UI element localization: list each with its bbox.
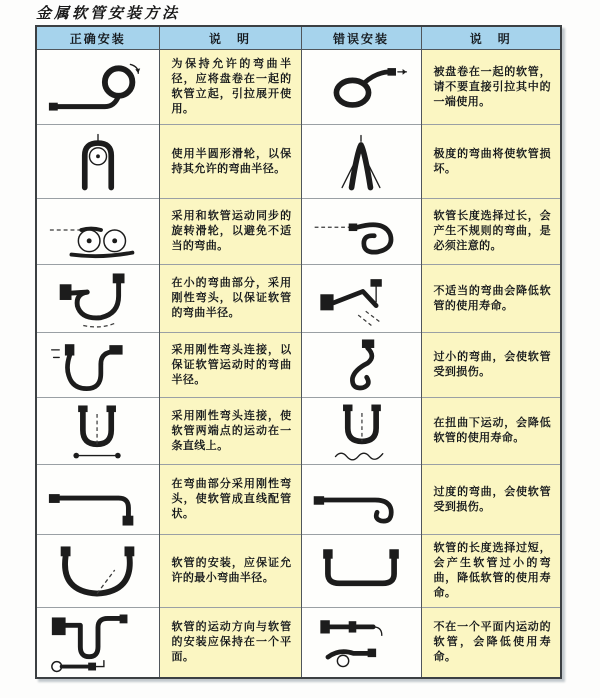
u-hose-ends-on-straight-line-icon (46, 400, 150, 462)
hose-motion-out-of-plane-icon (309, 609, 413, 675)
hose-too-long-irregular-loop-icon (309, 203, 413, 261)
correct-illustration-cell (36, 125, 159, 199)
correct-description: 采用和软管运动同步的旋转滑轮，以避免不适当的弯曲。 (159, 199, 301, 265)
hose-extreme-sharp-bend-icon (309, 129, 413, 195)
wrong-illustration-cell (301, 608, 421, 678)
table-row (36, 50, 561, 125)
table-row (36, 535, 561, 608)
wrong-description: 极度的弯曲将使软管损坏。 (421, 125, 561, 199)
rigid-elbow-at-small-bend-icon (44, 268, 152, 330)
correct-illustration-cell (36, 398, 159, 465)
wrong-illustration-cell (301, 265, 421, 333)
wrong-illustration-cell (301, 535, 421, 608)
wrong-description: 在扭曲下运动，会降低软管的使用寿命。 (421, 398, 561, 465)
wrong-illustration-cell (301, 125, 421, 199)
correct-illustration-cell (36, 199, 159, 265)
wide-u-minimum-bend-radius-icon (44, 540, 152, 602)
wrong-description: 过度的弯曲，会使软管受到损伤。 (421, 465, 561, 535)
correct-description: 在小的弯曲部分，采用刚性弯头，以保证软管的弯曲半径。 (159, 265, 301, 333)
hose-over-semicircular-pulley-icon (46, 129, 150, 195)
correct-description: 采用刚性弯头连接，使软管两端点的运动在一条直线上。 (159, 398, 301, 465)
table-row (36, 465, 561, 535)
table-row (36, 265, 561, 333)
table-row (36, 199, 561, 265)
correct-illustration-cell (36, 608, 159, 678)
wrong-description: 不适当的弯曲会降低软管的使用寿命。 (421, 265, 561, 333)
correct-description: 采用刚性弯头连接，以保证软管运动时的弯曲半径。 (159, 333, 301, 398)
coiled-hose-end-pulled-icon (309, 56, 413, 118)
wrong-illustration-cell (301, 398, 421, 465)
correct-description: 软管的安装，应保证允许的最小弯曲半径。 (159, 535, 301, 608)
header-description-1: 说 明 (159, 26, 301, 50)
table-row (36, 333, 561, 398)
straight-hose-with-rigid-elbow-icon (44, 472, 152, 528)
wrong-description: 软管的长度选择过短，会产生软管过小的弯曲，降低软管的使用寿命。 (421, 535, 561, 608)
correct-description: 软管的运动方向与软管的安装应保持在一个平面。 (159, 608, 301, 678)
wrong-illustration-cell (301, 50, 421, 125)
wrong-illustration-cell (301, 199, 421, 265)
page-title: 金属软管安装方法 (36, 4, 181, 22)
correct-illustration-cell (36, 333, 159, 398)
header-correct-install: 正确安装 (36, 26, 159, 50)
hose-overbent-at-end-icon (309, 472, 413, 528)
hose-with-synchronized-rollers-icon (44, 203, 152, 261)
header-description-2: 说 明 (421, 26, 561, 50)
table-row (36, 125, 561, 199)
u-hose-moving-under-twist-icon (309, 400, 413, 462)
correct-illustration-cell (36, 50, 159, 125)
hose-bend-too-small-hook-icon (309, 335, 413, 395)
installation-method-table (35, 25, 562, 679)
improper-sharp-angle-bend-icon (309, 268, 413, 330)
correct-description: 在弯曲部分采用刚性弯头，使软管成直线配管状。 (159, 465, 301, 535)
coiled-hose-standing-unrolled-icon (44, 55, 152, 119)
correct-description: 使用半圆形滑轮，以保持其允许的弯曲半径。 (159, 125, 301, 199)
table-row (36, 398, 561, 465)
header-row (36, 26, 561, 50)
wrong-description: 不在一个平面内运动的软管，会降低使用寿命。 (421, 608, 561, 678)
wrong-description: 软管长度选择过长，会产生不规则的弯曲，是必须注意的。 (421, 199, 561, 265)
correct-illustration-cell (36, 465, 159, 535)
wrong-description: 被盘卷在一起的软管，请不要直接引拉其中的一端使用。 (421, 50, 561, 125)
wrong-description: 过小的弯曲，会使软管受到损伤。 (421, 333, 561, 398)
hose-motion-in-one-plane-trap-icon (44, 609, 152, 675)
table-row (36, 608, 561, 678)
correct-illustration-cell (36, 265, 159, 333)
rigid-elbow-connected-u-hose-icon (46, 335, 150, 395)
correct-description: 为保持允许的弯曲半径，应将盘卷在一起的软管立起，引拉展开使用。 (159, 50, 301, 125)
wrong-illustration-cell (301, 465, 421, 535)
hose-too-short-flat-u-icon (309, 540, 413, 602)
correct-illustration-cell (36, 535, 159, 608)
header-wrong-install: 错误安装 (301, 26, 421, 50)
wrong-illustration-cell (301, 333, 421, 398)
